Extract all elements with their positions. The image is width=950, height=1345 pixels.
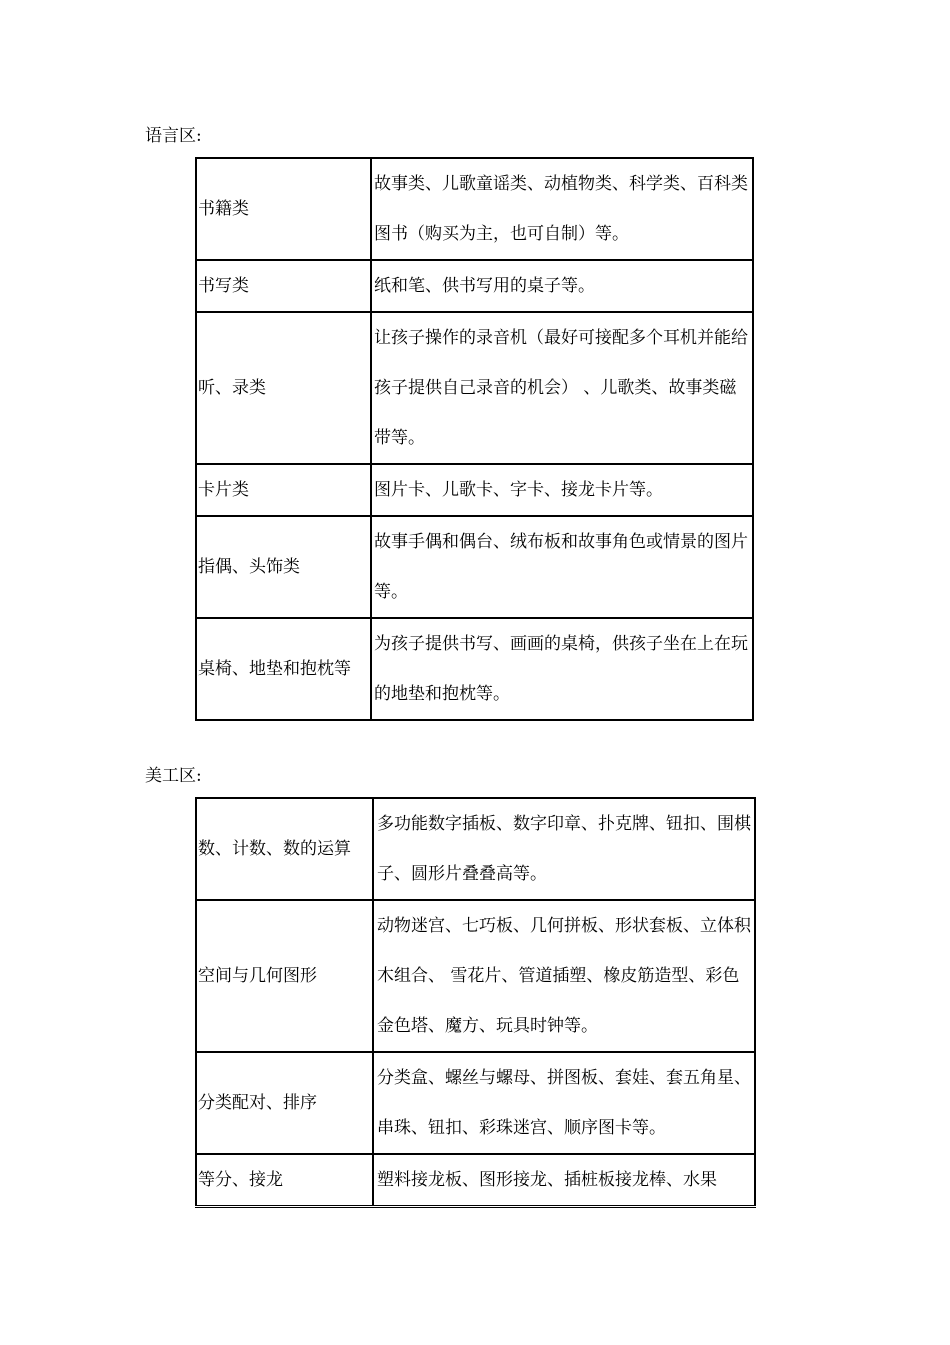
category-cell: 书写类 xyxy=(196,260,371,312)
items-cell: 故事类、儿歌童谣类、动植物类、科学类、百科类图书（购买为主，也可自制）等。 xyxy=(371,158,753,260)
table-row xyxy=(196,1154,755,1207)
category-cell: 指偶、头饰类 xyxy=(196,516,371,618)
section-title-language: 语言区: xyxy=(145,126,202,146)
category-cell: 听、录类 xyxy=(196,312,371,464)
table-row xyxy=(196,312,753,464)
items-cell: 让孩子操作的录音机（最好可接配多个耳机并能给孩子提供自己录音的机会） 、儿歌类、故事类磁带等。 xyxy=(371,312,753,464)
table-row xyxy=(196,618,753,720)
items-cell: 故事手偶和偶台、绒布板和故事角色或情景的图片等。 xyxy=(371,516,753,618)
table-row xyxy=(196,260,753,312)
category-cell: 空间与几何图形 xyxy=(196,900,373,1052)
items-cell: 动物迷宫、七巧板、几何拼板、形状套板、立体积木组合、 雪花片、管道插塑、橡皮筋造型、彩色金色塔、魔方、玩具时钟等。 xyxy=(373,900,755,1052)
table-row xyxy=(196,798,755,900)
category-cell: 桌椅、地垫和抱枕等 xyxy=(196,618,371,720)
items-cell: 为孩子提供书写、画画的桌椅，供孩子坐在上在玩的地垫和抱枕等。 xyxy=(371,618,753,720)
table-row xyxy=(196,464,753,516)
category-cell: 分类配对、排序 xyxy=(196,1052,373,1154)
art-area-table xyxy=(195,797,756,1208)
category-cell: 书籍类 xyxy=(196,158,371,260)
table-row xyxy=(196,158,753,260)
table-row xyxy=(196,900,755,1052)
category-cell: 数、计数、数的运算 xyxy=(196,798,373,900)
items-cell: 图片卡、儿歌卡、字卡、接龙卡片等。 xyxy=(371,464,753,516)
table-row xyxy=(196,516,753,618)
items-cell: 分类盒、螺丝与螺母、拼图板、套娃、套五角星、串珠、钮扣、彩珠迷宫、顺序图卡等。 xyxy=(373,1052,755,1154)
category-cell: 等分、接龙 xyxy=(196,1154,373,1207)
section-title-art: 美工区: xyxy=(145,766,202,786)
category-cell: 卡片类 xyxy=(196,464,371,516)
items-cell: 塑料接龙板、图形接龙、插桩板接龙棒、水果 xyxy=(373,1154,755,1207)
language-area-table xyxy=(195,157,754,721)
items-cell: 多功能数字插板、数字印章、扑克牌、钮扣、围棋子、圆形片叠叠高等。 xyxy=(373,798,755,900)
items-cell: 纸和笔、供书写用的桌子等。 xyxy=(371,260,753,312)
table-row xyxy=(196,1052,755,1154)
